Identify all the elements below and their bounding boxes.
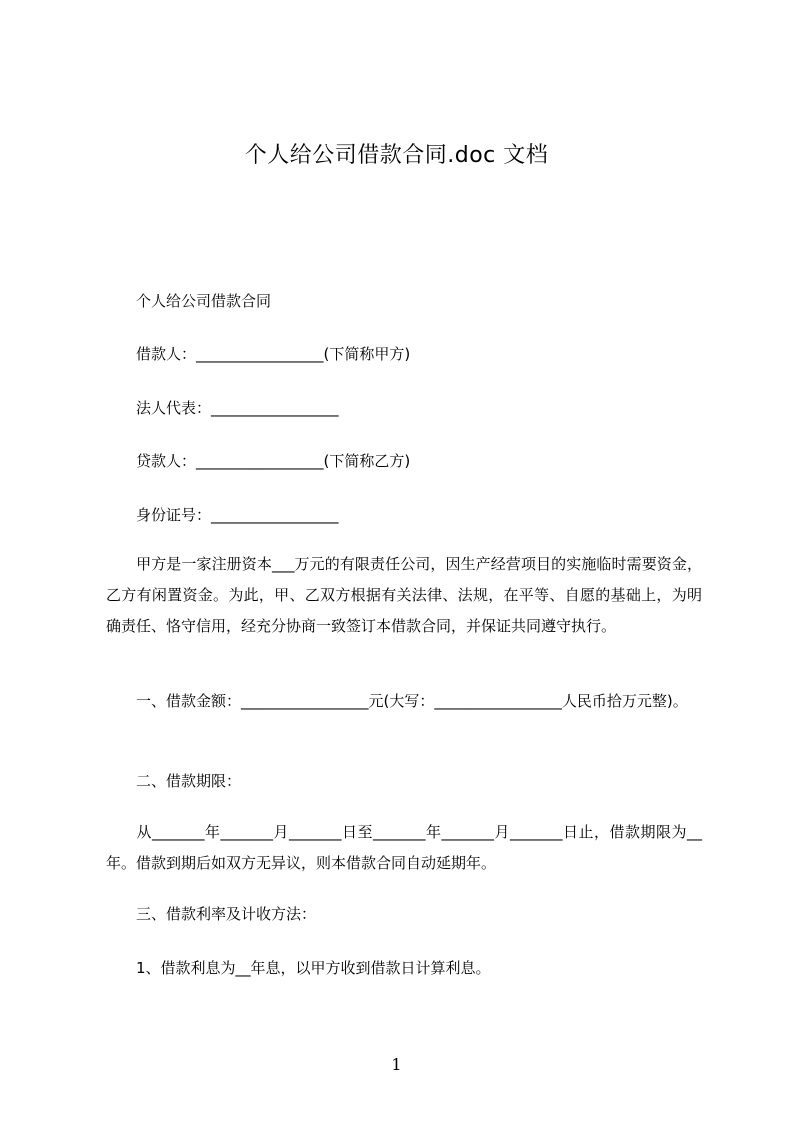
- contract-heading: 个人给公司借款合同: [136, 292, 272, 310]
- clause-2-text: 从_______年_______月_______日至_______年_______月_______日止，借款期限为__年。借款到期后如双方无异议，则本借款合同自动延期年。: [106, 823, 702, 872]
- clause-2-heading: 二、借款期限：: [136, 772, 242, 790]
- intro-text: 甲方是一家注册资本___万元的有限责任公司，因生产经营项目的实施临时需要资金，乙方有闲置资金。为此，甲、乙双方根据有关法律、法规，在平等、自愿的基础上，为明确责任、恪守信用，经充分协商一致签订本借款合同，并保证共同遵守执行。: [106, 555, 702, 635]
- intro-paragraph: [106, 549, 702, 642]
- document-title: 个人给公司借款合同.doc 文档: [244, 143, 549, 168]
- clause-2-paragraph: [106, 817, 702, 879]
- clause-1-text: 一、借款金额：_________________元(大写：_________________人民币拾万元整)。: [136, 692, 688, 710]
- legal-representative-line: 法人代表：_________________: [136, 399, 339, 417]
- lender-line: 贷款人：_________________(下简称乙方): [136, 452, 411, 470]
- clause-3-heading: 三、借款利率及计收方法：: [136, 905, 317, 923]
- clause-3-item-1: 1、借款利息为__年息，以甲方收到借款日计算利息。: [136, 959, 491, 977]
- page-number: 1: [391, 1055, 402, 1074]
- clause-1-paragraph: [106, 686, 702, 717]
- borrower-line: 借款人：_________________(下简称甲方): [136, 345, 411, 363]
- id-number-line: 身份证号：_________________: [136, 506, 339, 524]
